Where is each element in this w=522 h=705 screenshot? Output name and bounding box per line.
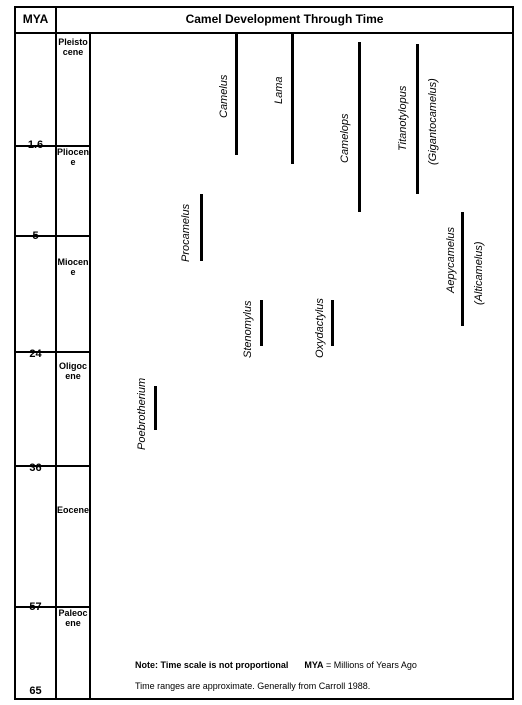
epoch-pleistocene: Pleistocene [58,37,88,57]
range-bar-aepycamelus [461,212,464,326]
taxon-label-oxydactylus: Oxydactylus [314,298,326,358]
range-bar-camelops [358,42,361,212]
scale-note-text: Note: Time scale is not proportional [135,660,289,670]
range-bar-titanotylopus [416,44,419,194]
chart-title: Camel Development Through Time [185,12,384,26]
mya-definition: = Millions of Years Ago [323,660,417,670]
range-bar-poebrotherium [154,386,157,430]
epoch-pliocene: Pliocene [57,147,90,167]
mya-abbreviation: MYA [304,660,324,670]
taxon-label-poebrotherium: Poebrotherium [136,377,148,450]
source-note: Time ranges are approximate. Generally from Carroll 1988. [135,681,371,691]
mya-tick: 5 [32,230,39,242]
epoch-oligocene: Oligocene [58,361,87,381]
scale-note [135,660,417,670]
epoch-miocene: Miocene [57,257,89,277]
mya-tick: 24 [29,348,42,360]
taxon-label-camelus: Camelus [218,74,230,118]
range-bar-lama [291,34,294,164]
taxon-label-aepycamelus: Aepycamelus [445,226,457,293]
mya-tick: 1.6 [27,139,44,151]
mya-tick: 57 [29,601,42,613]
mya-tick: 36 [29,462,42,474]
epoch-eocene: Eocene [57,505,90,515]
mya-column-header: MYA [22,12,49,26]
mya-tick: 65 [29,685,42,697]
range-bar-camelus [235,34,238,155]
range-bar-stenomylus [260,300,263,346]
taxon-label-gigantocamelus: (Gigantocamelus) [427,78,439,165]
epoch-paleocene: Paleocene [58,608,88,628]
taxon-label-titanotylopus: Titanotylopus [397,85,409,151]
taxon-label-procamelus: Procamelus [180,203,192,262]
range-bar-oxydactylus [331,300,334,346]
taxon-label-camelops: Camelops [339,113,351,163]
taxon-label-lama: Lama [273,76,285,104]
taxon-label-alticamelus: (Alticamelus) [473,241,485,305]
range-bar-procamelus [200,194,203,261]
taxon-label-stenomylus: Stenomylus [242,300,254,358]
